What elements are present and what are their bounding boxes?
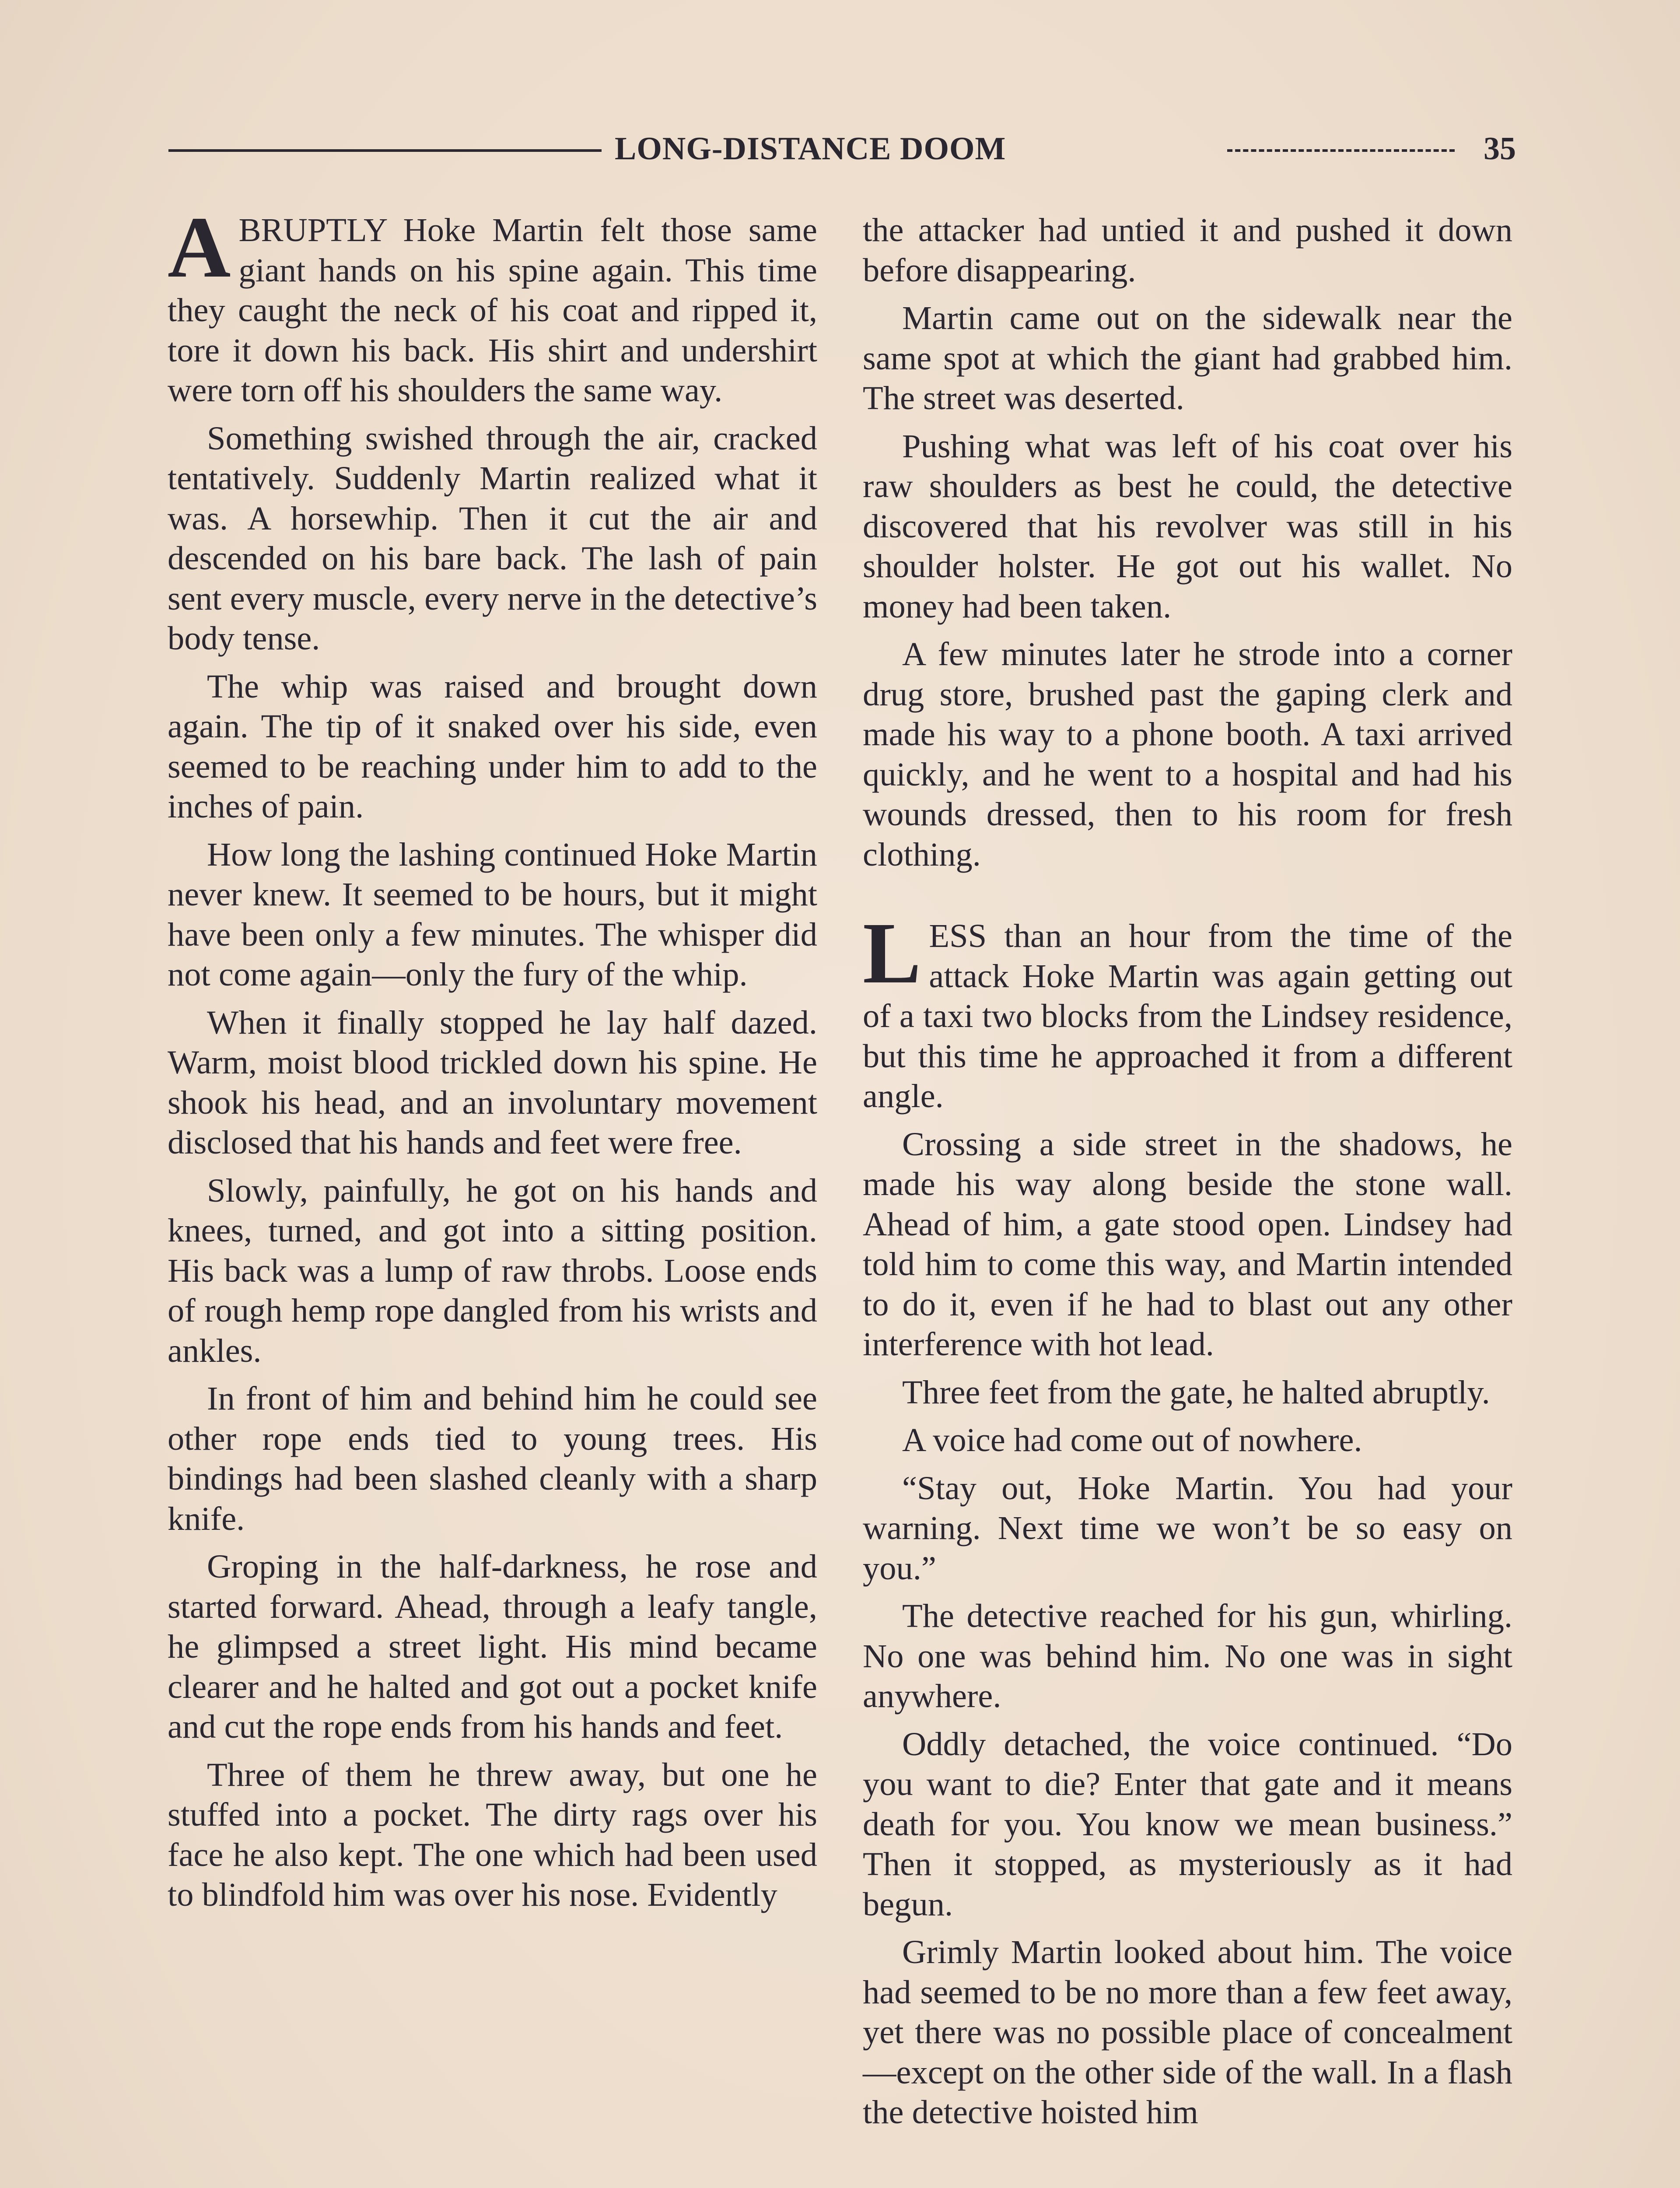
paragraph — [863, 905, 1512, 1116]
paragraph: The whip was raised and brought down again. The tip of it snaked over his side, even seemed to be reaching under him to add to the inches of pain. — [168, 667, 817, 825]
paragraph: Pushing what was left of his coat over his raw shoulders as best he could, the detective discovered that his revolver was still in his shoulder holster. He got out his wallet. No money had been taken. — [863, 427, 1512, 625]
paragraph-text: BRUPTLY Hoke Martin felt those same giant hands on his spine again. This time they caught the neck of his coat and ripped it, tore it down his back. His shirt and undershirt were torn off his shoulders the same way. — [168, 211, 817, 409]
paragraph: How long the lashing continued Hoke Martin never knew. It seemed to be hours, but it might have been only a few minutes. The whisper did not come again—only the fury of the whip. — [168, 835, 817, 993]
paragraph — [168, 199, 817, 410]
paragraph-text: ESS than an hour from the time of the attack Hoke Martin was again getting out of a taxi two blocks from the Lindsey residence, but this time he approached it from a different angle. — [863, 917, 1512, 1115]
paragraph: the attacker had untied it and pushed it down before disappearing. — [863, 211, 1512, 289]
drop-cap: L — [863, 905, 921, 1002]
header-title: LONG-DISTANCE DOOM — [615, 131, 1006, 167]
paragraph: Oddly detached, the voice continued. “Do you want to die? Enter that gate and it means death for you. You know we mean business.” Then it stopped, as mysteriously as it had begun. — [863, 1725, 1512, 1923]
paragraph: The detective reached for his gun, whirling. No one was behind him. No one was in sight anywhere. — [863, 1597, 1512, 1715]
paragraph: Three feet from the gate, he halted abruptly. — [902, 1373, 1490, 1411]
running-header — [168, 125, 1516, 173]
paragraph: A voice had come out of nowhere. — [902, 1421, 1362, 1459]
header-rule-right — [1227, 149, 1455, 152]
paragraph: In front of him and behind him he could see other rope ends tied to young trees. His bindings had been slashed cleanly with a sharp knife. — [168, 1380, 817, 1537]
paragraph: Three of them he threw away, but one he stuffed into a pocket. The dirty rags over his face he also kept. The one which had been used to blindfold him was over his nose. Evidently — [168, 1756, 817, 1913]
drop-cap: A — [168, 199, 231, 296]
paragraph: When it finally stopped he lay half dazed. Warm, moist blood trickled down his spine. He shook his head, and an involuntary movement disclosed that his hands and feet were free. — [168, 1003, 817, 1161]
page-number: 35 — [1484, 131, 1516, 167]
header-rule-left — [168, 149, 602, 152]
paragraph: “Stay out, Hoke Martin. You had your warning. Next time we won’t be so easy on you.” — [863, 1469, 1512, 1587]
paragraph: Crossing a side street in the shadows, he made his way along beside the stone wall. Ahead of him, a gate stood open. Lindsey had told him to come this way, and Martin intended to do it, even if he had to blast out any other interference with hot lead. — [863, 1125, 1512, 1363]
right-column — [863, 210, 1512, 2140]
paragraph: Grimly Martin looked about him. The voice had seemed to be no more than a few feet away, yet there was no possible place of concealment—except on the other side of the wall. In a flash the detective hoisted him — [863, 1933, 1512, 2131]
paragraph: A few minutes later he strode into a corner drug store, brushed past the gaping clerk and made his way to a phone booth. A taxi arrived quickly, and he went to a hospital and had his wounds dressed, then to his room for fresh clothing. — [863, 635, 1512, 873]
left-column — [168, 199, 817, 1923]
paragraph: Groping in the half-darkness, he rose and started forward. Ahead, through a leafy tangle, he glimpsed a street light. His mind became clearer and he halted and got out a pocket knife and cut the rope ends from his hands and feet. — [168, 1548, 817, 1745]
paragraph: Martin came out on the sidewalk near the same spot at which the giant had grabbed him. The street was deserted. — [863, 299, 1512, 417]
paragraph: Slowly, painfully, he got on his hands and knees, turned, and got into a sitting position. His back was a lump of raw throbs. Loose ends of rough hemp rope dangled from his wrists and ankles. — [168, 1171, 817, 1369]
paragraph: Something swished through the air, cracked tentatively. Suddenly Martin realized what it was. A horsewhip. Then it cut the air and descended on his bare back. The lash of pain sent every muscle, every nerve in the detective’s body tense. — [168, 419, 817, 657]
